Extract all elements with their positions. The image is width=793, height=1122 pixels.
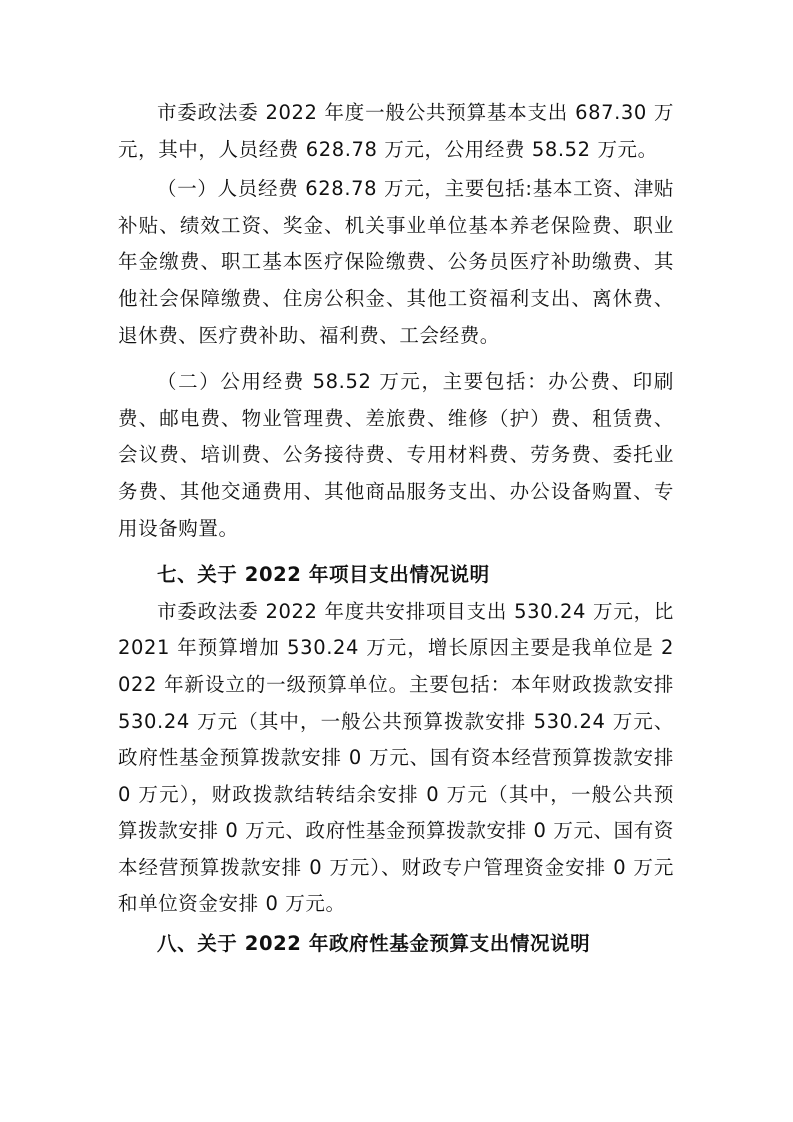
paragraph-basic-expenditure: 市委政法委 2022 年度一般公共预算基本支出 687.30 万元，其中，人员经费 628.78 万元，公用经费 58.52 万元。 [118, 101, 674, 161]
section-heading-project-expenditure: 七、关于 2022 年项目支出情况说明 [157, 563, 490, 587]
paragraph-project-expenditure: 市委政法委 2022 年度共安排项目支出 530.24 万元，比 2021 年预算增加 530.24 万元，增长原因主要是我单位是 2022 年新设立的一级预算单位。主要包括：本年财政拨款安排 530.24 万元（其中，一般公共预算拨款安排 530.24 万元、政府性基金预算拨款安排 0 万元、国有资本经营预算拨款安排 0 万元），财政拨款结转结余安排 0 万元（其中，一般公共预算拨款安排 0 万元、政府性基金预算拨款安排 0 万元、国有资本经营预算拨款安排 0 万元）、财政专户管理资金安排 0 万元和单位资金安排 0 万元。 [118, 599, 674, 916]
paragraph-personnel-expenses: （一）人员经费 628.78 万元，主要包括:基本工资、津贴补贴、绩效工资、奖金、机关事业单位基本养老保险费、职业年金缴费、职工基本医疗保险缴费、公务员医疗补助缴费、其他社会保障缴费、住房公积金、其他工资福利支出、离休费、退休费、医疗费补助、福利费、工会经费。 [118, 177, 674, 347]
paragraph-public-expenses: （二）公用经费 58.52 万元，主要包括：办公费、印刷费、邮电费、物业管理费、差旅费、维修（护）费、租赁费、会议费、培训费、公务接待费、专用材料费、劳务费、委托业务费、其他交通费用、其他商品服务支出、办公设备购置、专用设备购置。 [118, 370, 674, 540]
section-heading-government-fund: 八、关于 2022 年政府性基金预算支出情况说明 [157, 932, 591, 956]
document-page [118, 95, 674, 963]
